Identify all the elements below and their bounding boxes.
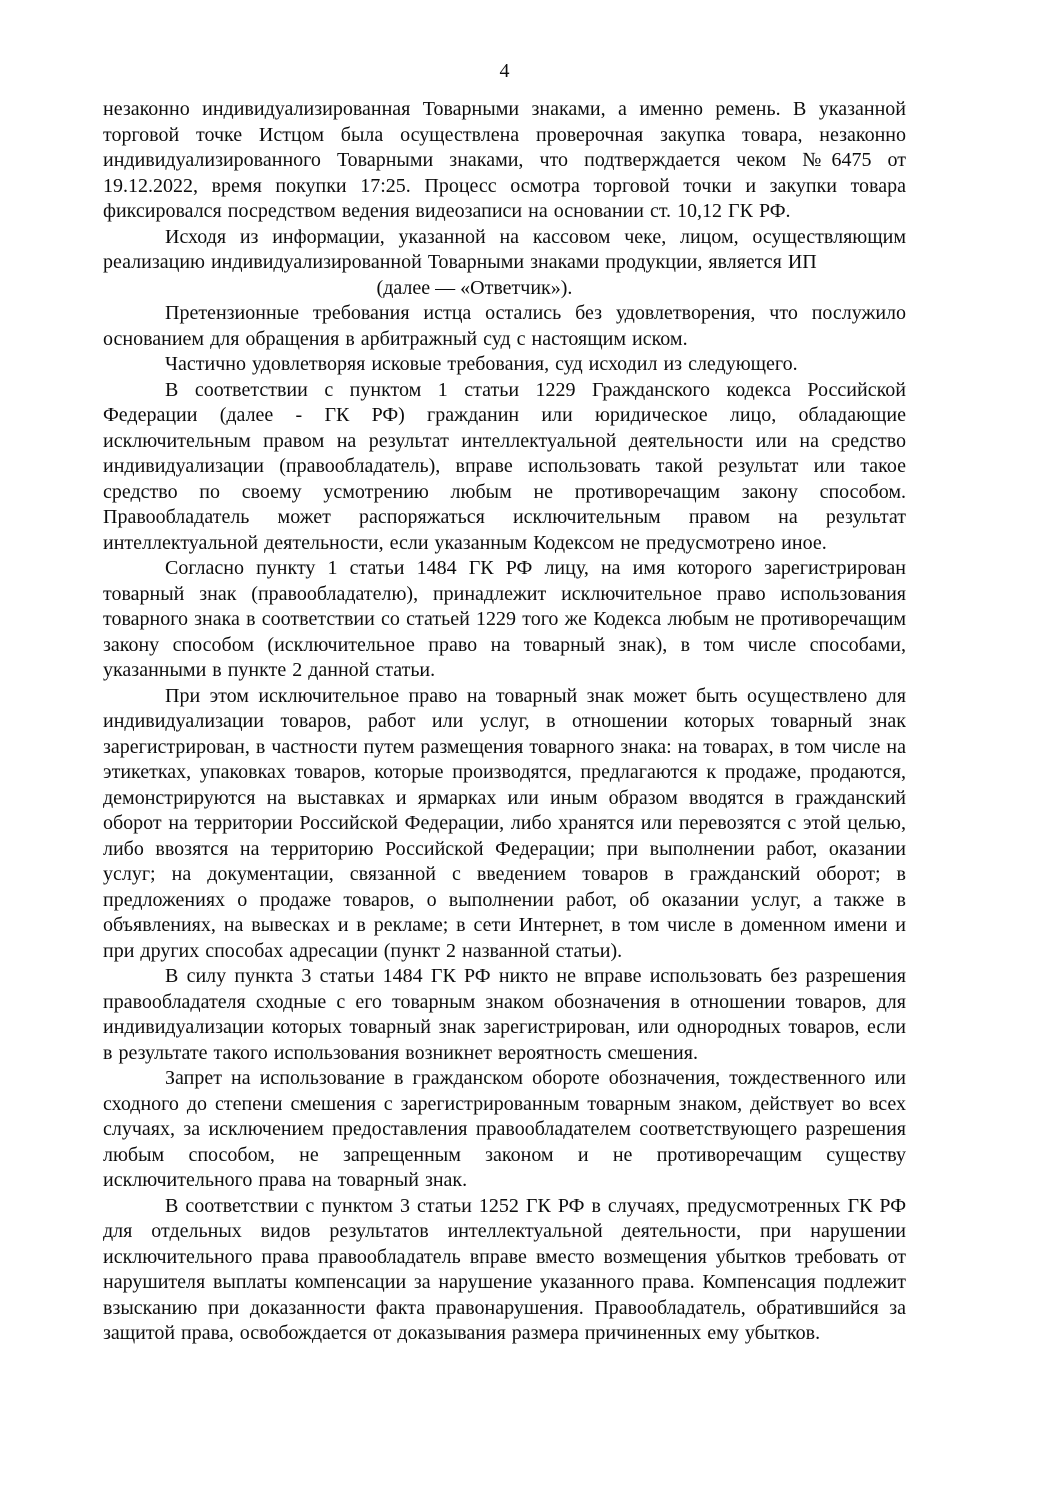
paragraph-claim-unsatisfied: Претензионные требования истца остались без удовлетворения, что послужило основанием для обращения в арбитражный суд с настоящим иском. [103, 302, 906, 350]
paragraph-use-prohibition: Запрет на использование в гражданском обороте обозначения, тождественного или сходного до степени смешения с зарегистрированным товарным знаком, действует во всех случаях, за исключением предоставления правообладателем соответствующего разрешения любым способом, не запрещенным законом и не противоречащим существу исключительного права на товарный знак. [103, 1067, 906, 1191]
paragraph-article-1229: В соответствии с пунктом 1 статьи 1229 Гражданского кодекса Российской Федерации (далее - ГК РФ) гражданин или юридическое лицо, обладающие исключительным правом на результат интеллектуальной деятельности или на средство индивидуализации (правообладатель), вправе использовать такой результат или такое средство по своему усмотрению любым не противоречащим закону способом. Правообладатель может распоряжаться исключительным правом на результат интеллектуальной деятельности, если указанным Кодексом не предусмотрено иное. [103, 378, 906, 554]
paragraph-continuation-purchase-evidence: незаконно индивидуализированная Товарными знаками, а именно ремень. В указанной торговой точке Истцом была осуществлена проверочная закупка товара, незаконно индивидуализированного Товарными знаками, что подтверждается чеком №6475 от 19.12.2022, время покупки 17:25. Процесс осмотра торговой точки и закупки товара фиксировался посредством ведения видеозаписи на основании ст. 10,12 ГК РФ. [103, 98, 906, 222]
paragraph-cash-receipt-seller: Исходя из информации, указанной на кассовом чеке, лицом, осуществляющим реализацию индивидуализированной Товарными знаками продукции, является ИП [103, 225, 906, 273]
paragraph-article-1484-p1: Согласно пункту 1 статьи 1484 ГК РФ лицу, на имя которого зарегистрирован товарный знак (правообладателю), принадлежит исключительное право использования товарного знака в соответствии со статьей 1229 того же Кодекса любым не противоречащим закону способом (исключительное право на товарный знак), в том числе способами, указанными в пункте 2 данной статьи. [103, 557, 906, 681]
defendant-alias-line: (далее — «Ответчик»). [376, 276, 573, 299]
document-body [103, 97, 906, 1347]
paragraph-article-1484-p3: В силу пункта 3 статьи 1484 ГК РФ никто не вправе использовать без разрешения правообладателя сходные с его товарным знаком обозначения в отношении товаров, для индивидуализации которых товарный знак зарегистрирован, или однородных товаров, если в результате такого использования возникнет вероятность смешения. [103, 965, 906, 1064]
page-number: 4 [499, 60, 510, 82]
paragraph-article-1252-compensation: В соответствии с пунктом 3 статьи 1252 ГК РФ в случаях, предусмотренных ГК РФ для отдельных видов результатов интеллектуальной деятельности, при нарушении исключительного права правообладатель вправе вместо возмещения убытков требовать от нарушителя выплаты компенсации за нарушение указанного права. Компенсация подлежит взысканию при доказанности факта правонарушения. Правообладатель, обратившийся за защитой права, освобождается от доказывания размера причиненных ему убытков. [103, 1194, 906, 1344]
paragraph-trademark-use-methods: При этом исключительное право на товарный знак может быть осуществлено для индивидуализации товаров, работ или услуг, в отношении которых товарный знак зарегистрирован, в частности путем размещения товарного знака: на товарах, в том числе на этикетках, упаковках товаров, которые производятся, предлагаются к продаже, продаются, демонстрируются на выставках и ярмарках или иным образом вводятся в гражданский оборот на территории Российской Федерации, либо хранятся или перевозятся с этой целью, либо ввозятся на территорию Российской Федерации; при выполнении работ, оказании услуг; на документации, связанной с введением товаров в гражданский оборот; в предложениях о продаже товаров, о выполнении работ, об оказании услуг, а также в объявлениях, на вывесках и в рекламе; в сети Интернет, в том числе в доменном имени и при других способах адресации (пункт 2 названной статьи). [103, 684, 906, 962]
paragraph-court-reasoning-intro: Частично удовлетворяя исковые требования, суд исходил из следующего. [165, 353, 798, 375]
